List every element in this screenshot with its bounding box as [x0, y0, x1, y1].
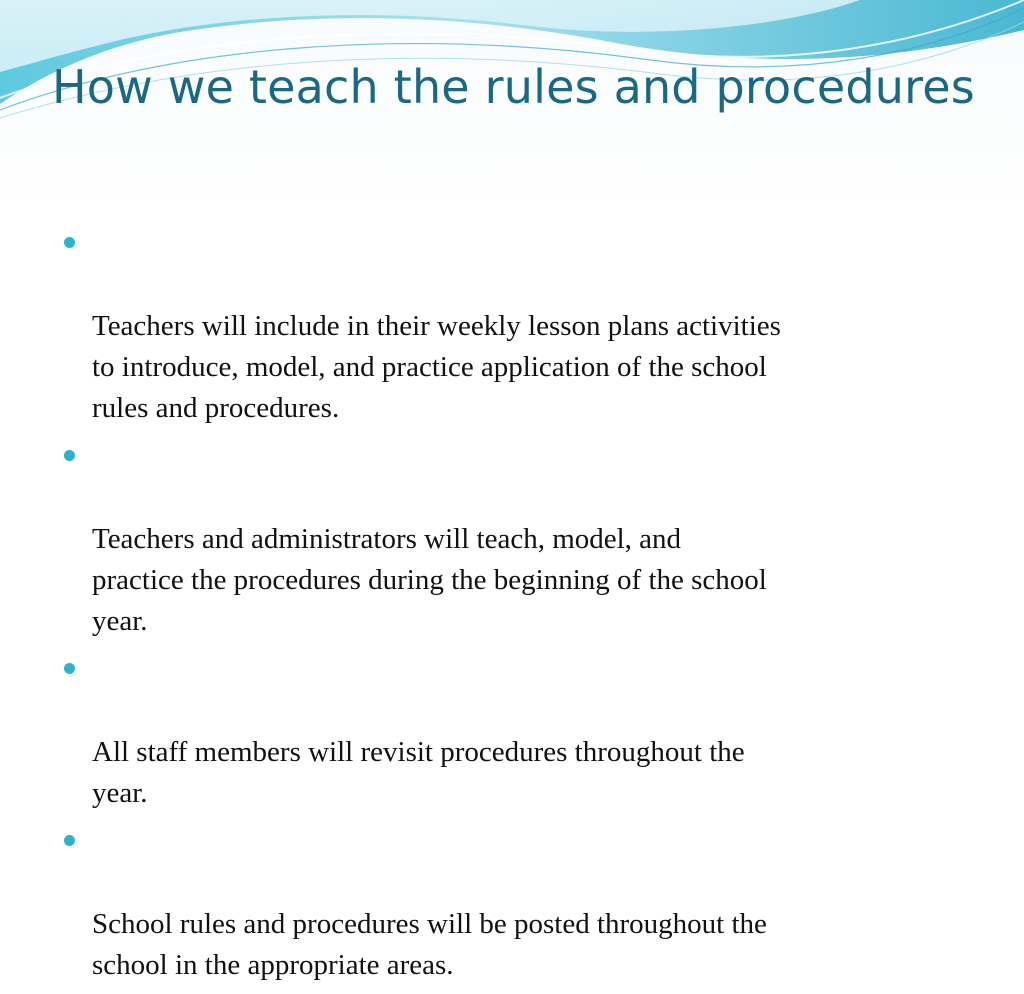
bullet-dot-icon: [64, 663, 75, 674]
bullet-item: [60, 224, 970, 429]
bullet-item: [60, 822, 970, 986]
bullet-item: [60, 650, 970, 814]
bullet-dot-icon: [64, 835, 75, 846]
bullet-text: Teachers will include in their weekly lesson plans activities to introduce, model, and practice application of the school rules and procedures.: [92, 310, 781, 424]
bullet-list: [60, 224, 970, 994]
slide-title: How we teach the rules and procedures: [52, 60, 975, 114]
bullet-dot-icon: [64, 450, 75, 461]
bullet-item: [60, 437, 970, 642]
bullet-text: Teachers and administrators will teach, model, and practice the procedures during the beginning of the school year.: [92, 523, 767, 637]
bullet-text: All staff members will revisit procedures throughout the year.: [92, 736, 745, 809]
bullet-dot-icon: [64, 237, 75, 248]
bullet-text: School rules and procedures will be posted throughout the school in the appropriate areas.: [92, 908, 767, 981]
